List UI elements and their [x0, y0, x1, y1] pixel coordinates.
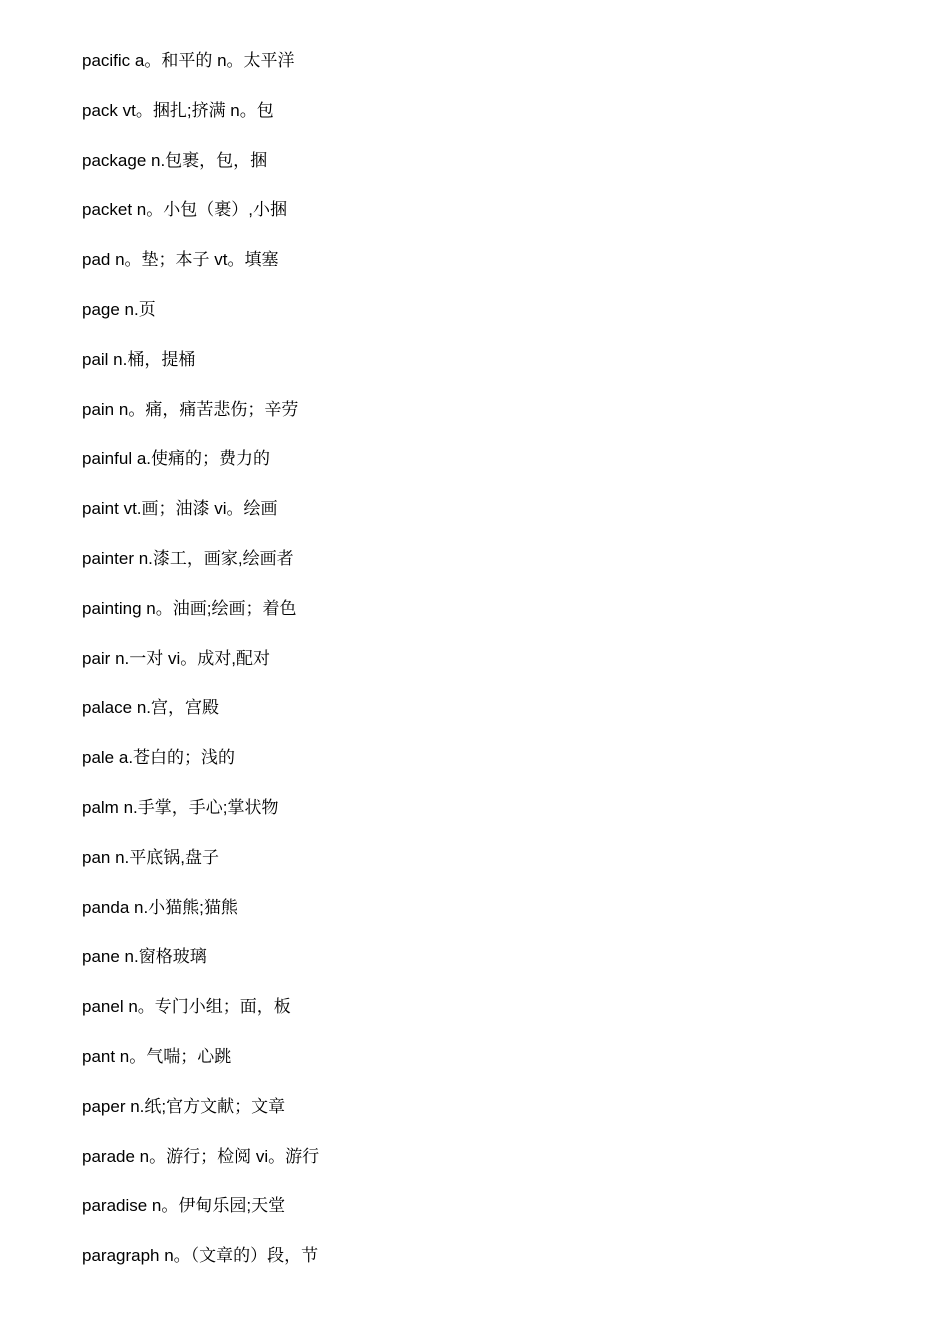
vocabulary-entry: pacific a。和平的 n。太平洋 [82, 51, 295, 70]
vocabulary-entry: pain n。痛，痛苦悲伤；辛劳 [82, 399, 299, 419]
vocabulary-entry: paint vt.画；油漆 vi。绘画 [82, 499, 278, 519]
vocabulary-entry: painter n.漆工，画家,绘画者 [82, 548, 294, 568]
vocabulary-entry: pale a.苍白的；浅的 [82, 748, 236, 768]
vocabulary-entry: pant n。气喘；心跳 [82, 1046, 232, 1066]
vocabulary-entry: packet n。小包（裹）,小捆 [82, 200, 287, 220]
vocabulary-entry: package n.包裹，包，捆 [82, 150, 268, 170]
vocabulary-entry: palace n.宫，宫殿 [82, 698, 219, 718]
vocabulary-list [82, 47, 319, 1292]
vocabulary-entry: pack vt。捆扎;挤满 n。包 [82, 100, 274, 120]
vocabulary-entry: pane n.窗格玻璃 [82, 947, 207, 967]
vocabulary-entry: paradise n。伊甸乐园;天堂 [82, 1196, 286, 1216]
vocabulary-entry: painting n。油画;绘画；着色 [82, 598, 297, 618]
vocabulary-entry: parade n。游行；检阅 vi。游行 [82, 1146, 320, 1166]
vocabulary-entry: panda n.小猫熊;猫熊 [82, 897, 238, 917]
vocabulary-entry: panel n。专门小组；面，板 [82, 997, 291, 1017]
vocabulary-entry: pan n.平底锅,盘子 [82, 847, 219, 867]
vocabulary-entry: paragraph n。（文章的）段，节 [82, 1246, 319, 1266]
vocabulary-entry: palm n.手掌，手心;掌状物 [82, 797, 279, 817]
vocabulary-entry: pail n.桶，提桶 [82, 349, 196, 369]
vocabulary-entry: pad n。垫；本子 vt。填塞 [82, 250, 279, 270]
vocabulary-entry: pair n.一对 vi。成对,配对 [82, 648, 270, 668]
vocabulary-entry: page n.页 [82, 299, 156, 319]
vocabulary-entry: painful a.使痛的；费力的 [82, 449, 270, 469]
vocabulary-entry: paper n.纸;官方文献；文章 [82, 1096, 286, 1116]
